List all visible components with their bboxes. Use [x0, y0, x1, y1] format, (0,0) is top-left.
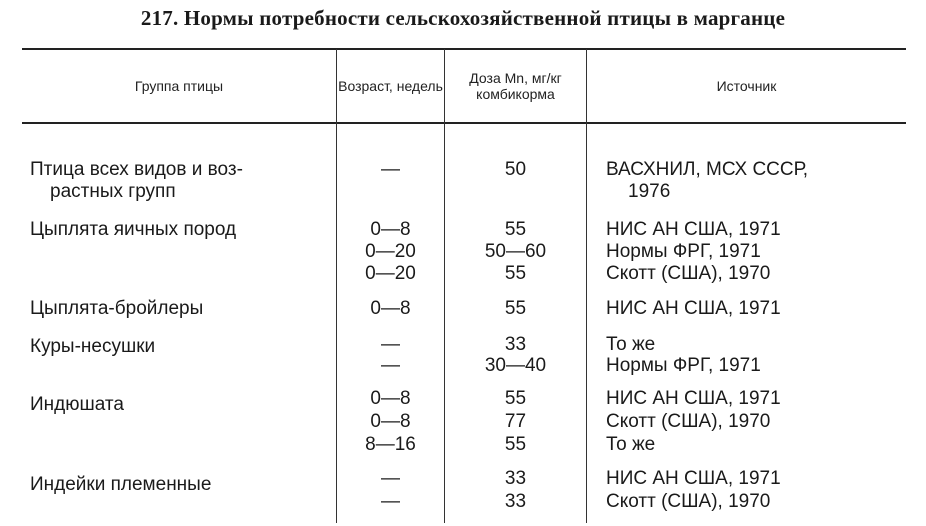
age-cell: 0—8 [370, 219, 411, 240]
dose-cell: 33 [504, 468, 527, 489]
dose-cell: 30—40 [484, 355, 547, 376]
source-cell: НИС АН США, 1971 [606, 468, 781, 489]
age-cell: — [381, 159, 400, 180]
dose-cell: 55 [504, 434, 527, 455]
header-bottom-rule [22, 122, 906, 124]
dose-cell: 55 [504, 219, 527, 240]
age-cell: 0—20 [365, 263, 416, 284]
dose-cell: 50 [504, 159, 527, 180]
age-cell: — [381, 468, 400, 489]
source-cell: ВАСХНИЛ, МСХ СССР, [606, 159, 808, 180]
group-cell: Цыплята яичных пород [30, 219, 237, 240]
dose-cell: 55 [504, 298, 527, 319]
group-cell: Птица всех видов и воз- [30, 159, 243, 180]
source-cell: Нормы ФРГ, 1971 [606, 355, 761, 376]
age-cell: 0—8 [370, 298, 411, 319]
source-cell: То же [606, 434, 656, 455]
source-cell: Скотт (США), 1970 [606, 491, 771, 512]
page-title: 217. Нормы потребности сельскохозяйственной птицы в марганце [140, 6, 786, 30]
dose-cell: 77 [504, 411, 527, 432]
header-dose: Доза Mn, мг/кг комбикорма [469, 69, 562, 102]
source-cell: НИС АН США, 1971 [606, 219, 781, 240]
source-cell: То же [606, 334, 656, 355]
source-cell: Скотт (США), 1970 [606, 411, 771, 432]
group-cell: растных групп [50, 181, 176, 202]
age-cell: 0—8 [370, 388, 411, 409]
source-cell: НИС АН США, 1971 [606, 298, 781, 319]
dose-cell: 33 [504, 334, 527, 355]
dose-cell: 33 [504, 491, 527, 512]
source-cell: Скотт (США), 1970 [606, 263, 771, 284]
source-cell: Нормы ФРГ, 1971 [606, 241, 761, 262]
dose-cell: 55 [504, 388, 527, 409]
group-cell: Цыплята-бройлеры [30, 298, 204, 319]
dose-cell: 55 [504, 263, 527, 284]
age-cell: 0—8 [370, 411, 411, 432]
group-cell: Индейки племенные [30, 474, 212, 495]
age-cell: — [381, 334, 400, 355]
source-cell: 1976 [628, 181, 671, 202]
group-cell: Куры-несушки [30, 336, 156, 357]
age-cell: — [381, 491, 400, 512]
dose-cell: 50—60 [484, 241, 547, 262]
group-cell: Индюшата [30, 394, 124, 415]
header-source: Источник [716, 77, 777, 94]
header-group: Группа птицы [134, 77, 224, 94]
age-cell: 8—16 [365, 434, 416, 455]
source-cell: НИС АН США, 1971 [606, 388, 781, 409]
header-age: Возраст, недель [338, 77, 443, 94]
age-cell: 0—20 [365, 241, 416, 262]
age-cell: — [381, 355, 400, 376]
